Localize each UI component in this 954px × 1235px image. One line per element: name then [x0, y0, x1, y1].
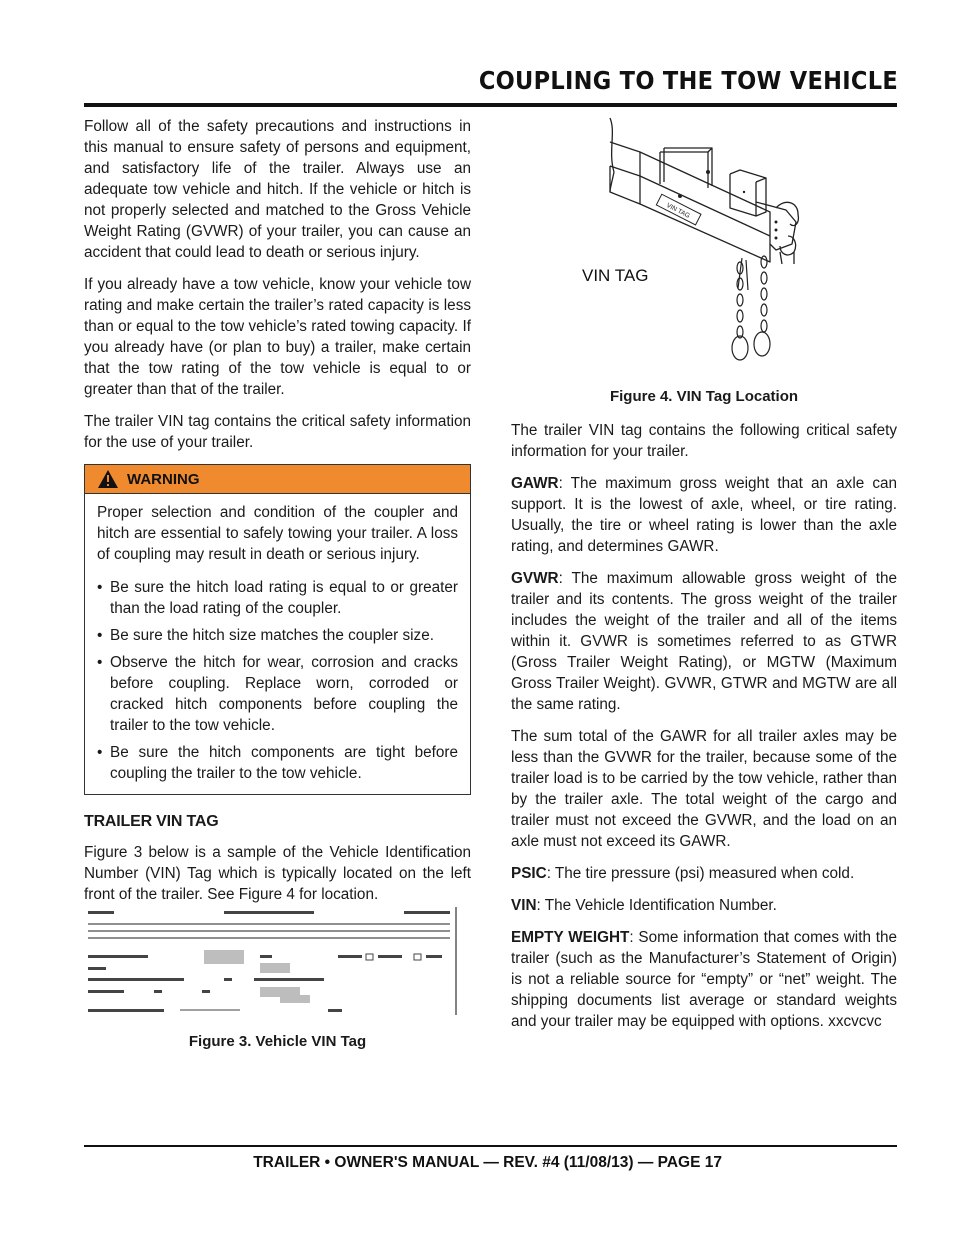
vin-definition	[511, 895, 897, 916]
left-column	[84, 116, 471, 916]
warning-body	[85, 494, 470, 794]
intro-paragraph: Follow all of the safety precautions and instructions in this manual to ensure safety of persons and equipment, and satisfactory life of the trailer. Always use an adequate tow vehicle and hitch. If the vehicle or hitch is not properly selected and matched to the Gross Vehicle Weight Rating (GVWR) of your trailer, you can cause an accident that could lead to death or serious injury.	[84, 118, 471, 261]
gvwr-text: : The maximum allowable gross weight of the trailer and its contents. The gross weight of the trailer includes the weight of the trailer and all of the items within it. GVWR is sometimes referred to as GTWR (Gross Trailer Weight Rating), or MGTW (Maximum Gross Trailer Weight). GVWR, GTWR and MGTW are all the same rating.	[511, 570, 897, 713]
warning-bullet: • Observe the hitch for wear, corrosion and cracks before coupling. Replace worn, corroded or cracked hitch components before coupling the trailer to the tow vehicle.	[97, 652, 458, 736]
psic-term: PSIC	[511, 865, 547, 882]
right-column	[511, 420, 897, 1043]
gawr-term: GAWR	[511, 475, 559, 492]
gawr-definition	[511, 473, 897, 557]
empty-weight-term: EMPTY WEIGHT	[511, 929, 630, 946]
page-footer: TRAILER • OWNER'S MANUAL — REV. #4 (11/08/13) — PAGE 17	[253, 1154, 722, 1171]
psic-definition	[511, 863, 897, 884]
right-intro-paragraph: The trailer VIN tag contains the following critical safety information for your trailer.	[511, 422, 897, 460]
warning-text: Proper selection and condition of the coupler and hitch are essential to safely towing your trailer. A loss of coupling may result in death or serious injury.	[97, 504, 458, 563]
vin-tag-image	[84, 905, 460, 1015]
empty-weight-definition	[511, 927, 897, 1032]
warning-bullet: • Be sure the hitch components are tight before coupling the trailer to the tow vehicle.	[97, 742, 458, 784]
gvwr-definition	[511, 568, 897, 715]
warning-bullet-list	[97, 577, 458, 784]
gvwr-term: GVWR	[511, 570, 559, 587]
psic-text: : The tire pressure (psi) measured when cold.	[546, 865, 855, 882]
warning-header	[85, 465, 470, 494]
figure3-intro-paragraph: Figure 3 below is a sample of the Vehicle Identification Number (VIN) Tag which is typically located on the left front of the trailer. See Figure 4 for location.	[84, 844, 471, 903]
vin-term: VIN	[511, 897, 537, 914]
figure3-caption: Figure 3. Vehicle VIN Tag	[188, 1033, 367, 1050]
vin-tag-callout-label: VIN TAG	[582, 266, 649, 285]
tow-rating-paragraph: If you already have a tow vehicle, know your vehicle tow rating and make certain the trailer’s rated capacity is less than or equal to the tow vehicle’s rated towing capacity. If you already have (or plan to buy) a trailer, make certain that the tow rating of the tow vehicle is equal to or greater than that of the trailer.	[84, 276, 471, 398]
figure4-caption: Figure 4. VIN Tag Location	[609, 388, 799, 405]
gawr-sum-paragraph: The sum total of the GAWR for all trailer axles may be less than the GVWR for the trailer, because some of the trailer load is to be carried by the tow vehicle, rather than by the trailer axle. The total weight of the cargo and trailer must not exceed the GVWR, and the load on an axle must not exceed its GAWR.	[511, 728, 897, 850]
section-heading-vin-tag: TRAILER VIN TAG	[84, 813, 219, 830]
warning-bullet: • Be sure the hitch size matches the coupler size.	[97, 625, 458, 646]
warning-icon	[97, 469, 119, 489]
gawr-text: : The maximum gross weight that an axle can support. It is the lowest of axle, wheel, or tire rating. Usually, the tire or wheel rating is lower than the axle rating, and determines GAWR.	[511, 475, 897, 555]
empty-weight-text: : Some information that comes with the trailer (such as the Manufacturer’s Statement of Origin) is not a reliable source for “empty” or “net” weight. The shipping documents list average or standard weights and your trailer may be equipped with options. xxcvcvc	[511, 929, 897, 1030]
page-title: COUPLING TO THE TOW VEHICLE	[478, 66, 898, 95]
footer-rule	[84, 1145, 897, 1147]
warning-label: WARNING	[127, 470, 200, 488]
title-rule	[84, 103, 897, 107]
vin-text: : The Vehicle Identification Number.	[536, 897, 777, 914]
vin-tag-plate-label: VIN TAG	[665, 202, 691, 220]
warning-bullet: • Be sure the hitch load rating is equal to or greater than the load rating of the coupler.	[97, 577, 458, 619]
trailer-tongue-illustration	[580, 112, 810, 384]
vin-info-paragraph: The trailer VIN tag contains the critical safety information for the use of your trailer.	[84, 413, 471, 451]
warning-box	[84, 464, 471, 795]
